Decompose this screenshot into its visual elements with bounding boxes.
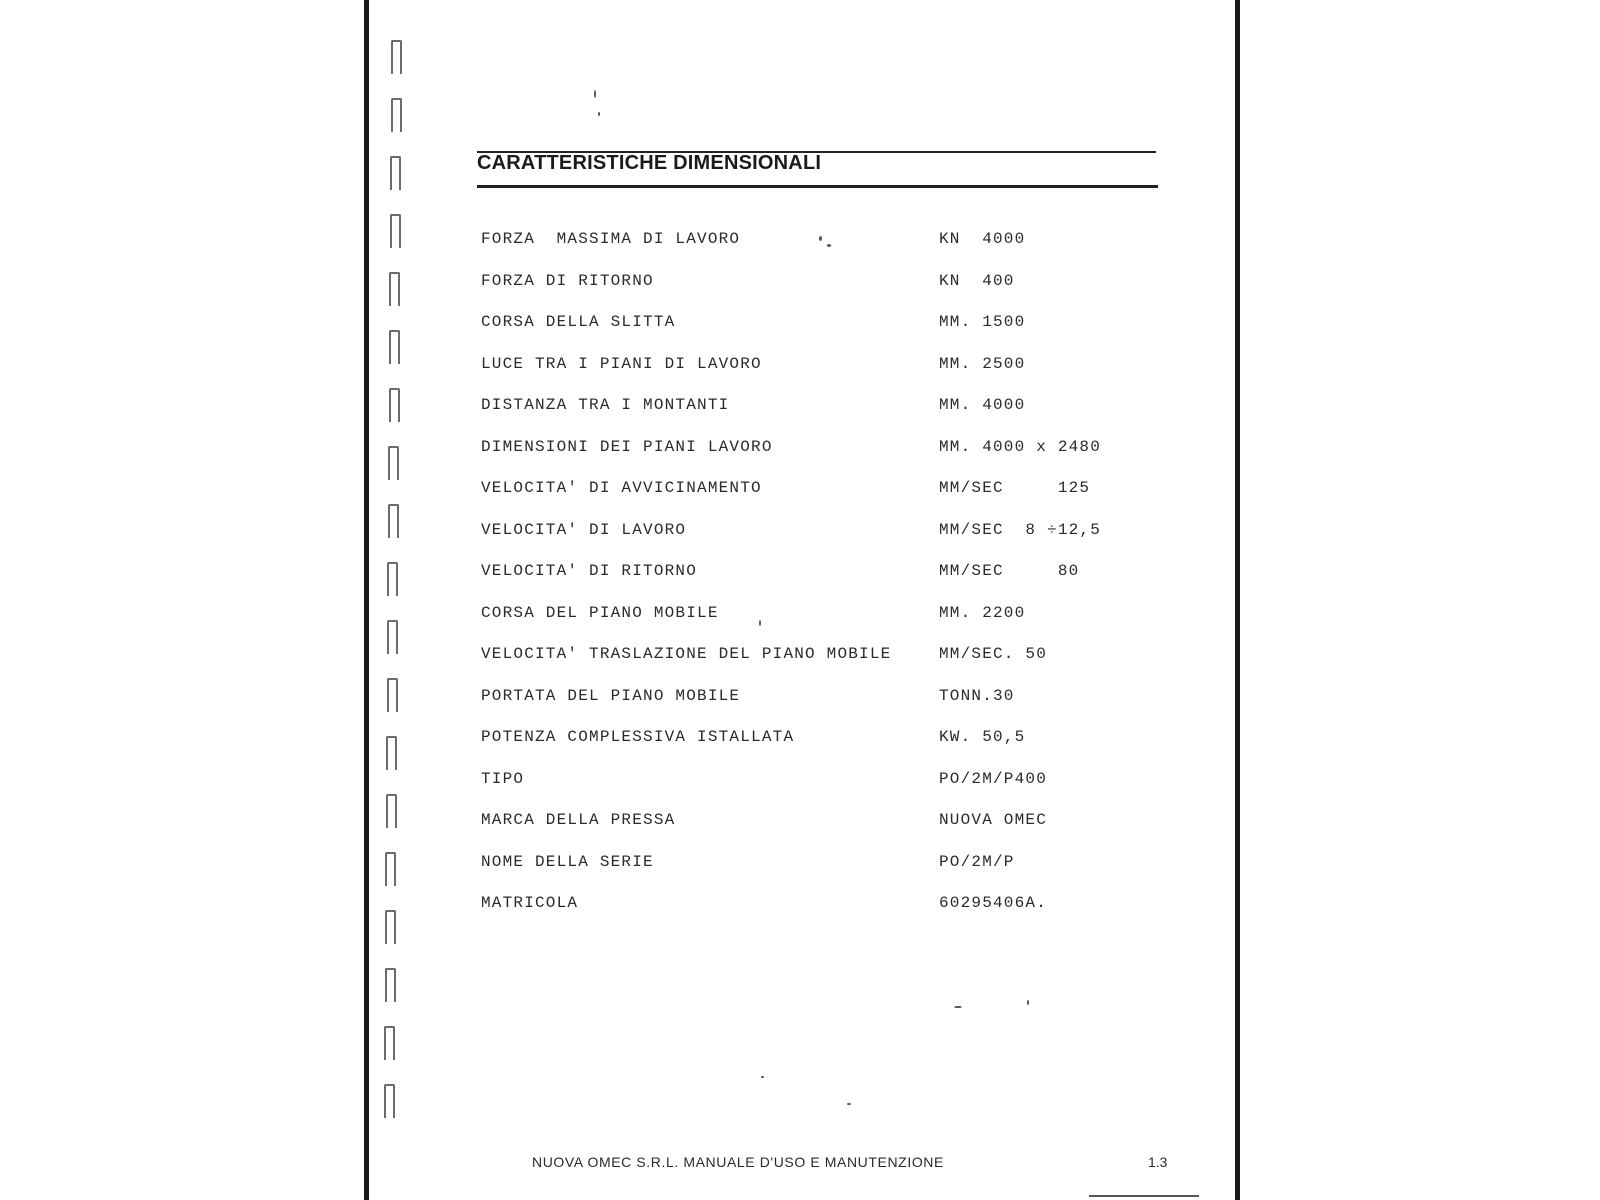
binder-ring — [386, 794, 397, 828]
binder-ring — [385, 852, 396, 886]
spec-value: MM. 4000 — [939, 396, 1026, 414]
spec-value: 60295406A. — [939, 894, 1048, 912]
spec-value: MM/SEC 125 — [939, 479, 1091, 497]
scan-speck — [759, 620, 761, 626]
header-rule-bottom — [477, 185, 1158, 188]
binder-ring — [389, 272, 400, 306]
spec-label: FORZA MASSIMA DI LAVORO — [481, 230, 741, 248]
spec-row — [481, 604, 1181, 646]
binder-ring — [391, 98, 402, 132]
page-title: CARATTERISTICHE DIMENSIONALI — [477, 152, 822, 174]
spec-value: KN 400 — [939, 271, 1015, 290]
spec-row — [481, 562, 1181, 604]
document-page — [364, 0, 1240, 1200]
binder-ring — [385, 910, 396, 944]
spec-label: PORTATA DEL PIANO MOBILE — [481, 686, 741, 705]
footer-text: NUOVA OMEC S.R.L. MANUALE D'USO E MANUTENZIONE — [532, 1154, 944, 1170]
spec-label: NOME DELLA SERIE — [481, 852, 654, 871]
spec-row — [481, 313, 1181, 355]
binder-ring — [385, 968, 396, 1002]
spec-label: DIMENSIONI DEI PIANI LAVORO — [481, 437, 773, 456]
scan-speck — [598, 112, 600, 116]
spec-row — [481, 355, 1181, 397]
spec-label: LUCE TRA I PIANI DI LAVORO — [481, 354, 762, 373]
scan-speck — [827, 244, 831, 247]
binder-rings — [379, 0, 409, 1200]
spec-row — [481, 645, 1181, 687]
binder-ring — [389, 388, 400, 422]
spec-label: CORSA DEL PIANO MOBILE — [481, 603, 719, 622]
spec-label: DISTANZA TRA I MONTANTI — [481, 396, 730, 414]
binder-ring — [390, 156, 401, 190]
spec-label: FORZA DI RITORNO — [481, 271, 654, 290]
spec-label: POTENZA COMPLESSIVA ISTALLATA — [481, 728, 795, 746]
spec-value: MM/SEC 80 — [939, 562, 1080, 580]
spec-row — [481, 894, 1181, 936]
spec-label: MATRICOLA — [481, 894, 579, 912]
binder-ring — [386, 736, 397, 770]
spec-value: MM. 4000 x 2480 — [939, 437, 1102, 456]
spec-value: KN 4000 — [939, 230, 1026, 248]
spec-row — [481, 811, 1181, 853]
spec-row — [481, 230, 1181, 272]
scan-speck — [761, 1076, 764, 1078]
spec-value: NUOVA OMEC — [939, 811, 1048, 829]
spec-value: MM. 2200 — [939, 603, 1026, 622]
spec-value: PO/2M/P400 — [939, 769, 1048, 788]
spec-value: MM. 1500 — [939, 313, 1026, 331]
spec-value: MM/SEC. 50 — [939, 645, 1048, 663]
binder-ring — [384, 1084, 395, 1118]
scan-speck — [954, 1006, 962, 1008]
spec-label: TIPO — [481, 769, 525, 788]
spec-label: MARCA DELLA PRESSA — [481, 811, 676, 829]
spec-label: VELOCITA' DI LAVORO — [481, 520, 687, 539]
spec-row — [481, 521, 1181, 563]
spec-value: MM/SEC 8 ÷12,5 — [939, 520, 1102, 539]
spec-table — [481, 230, 1181, 936]
spec-row — [481, 438, 1181, 480]
binder-ring — [387, 620, 398, 654]
bottom-rule — [1089, 1195, 1199, 1197]
binder-ring — [388, 446, 399, 480]
binder-ring — [387, 678, 398, 712]
scan-speck — [1027, 1000, 1029, 1005]
binder-ring — [390, 214, 401, 248]
spec-row — [481, 728, 1181, 770]
binder-ring — [388, 504, 399, 538]
page-number: 1.3 — [1148, 1154, 1168, 1170]
spec-label: VELOCITA' DI RITORNO — [481, 562, 698, 580]
spec-row — [481, 687, 1181, 729]
spec-row — [481, 272, 1181, 314]
spec-value: PO/2M/P — [939, 852, 1015, 871]
spec-label: VELOCITA' TRASLAZIONE DEL PIANO MOBILE — [481, 645, 892, 663]
spec-label: VELOCITA' DI AVVICINAMENTO — [481, 479, 762, 497]
spec-row — [481, 853, 1181, 895]
spec-row — [481, 770, 1181, 812]
spec-label: CORSA DELLA SLITTA — [481, 313, 676, 331]
binder-ring — [391, 40, 402, 74]
spec-row — [481, 479, 1181, 521]
spec-value: TONN.30 — [939, 686, 1015, 705]
spec-row — [481, 396, 1181, 438]
spec-value: KW. 50,5 — [939, 728, 1026, 746]
binder-ring — [389, 330, 400, 364]
scan-speck — [819, 236, 822, 241]
binder-ring — [384, 1026, 395, 1060]
scan-speck — [847, 1103, 851, 1105]
spec-value: MM. 2500 — [939, 354, 1026, 373]
scan-speck — [594, 90, 596, 98]
binder-ring — [387, 562, 398, 596]
